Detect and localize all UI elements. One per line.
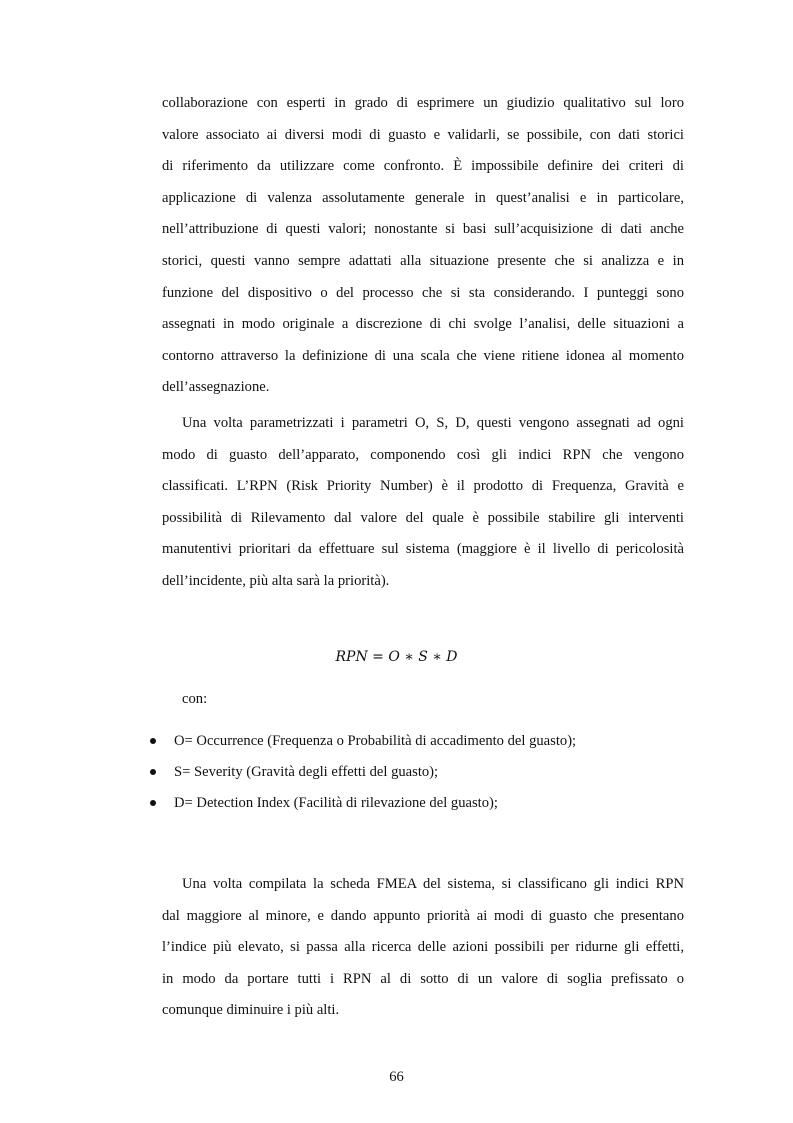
paragraph-1-line: storici, questi vanno sempre adattati alla situazione presente che si analizza e in — [162, 252, 684, 269]
paragraph-2-line: possibilità di Rilevamento dal valore del quale è possibile stabilire gli interventi — [162, 509, 684, 526]
paragraph-1 — [162, 88, 684, 404]
paragraph-1-line: funzione del dispositivo o del processo che si sta considerando. I punteggi sono — [162, 284, 684, 301]
paragraph-3-line: Una volta compilata la scheda FMEA del sistema, si classificano gli indici RPN — [182, 876, 684, 892]
paragraph-1-line: nell’attribuzione di questi valori; nonostante si basi sull’acquisizione di dati anche — [162, 221, 684, 238]
paragraph-1-line: collaborazione con esperti in grado di esprimere un giudizio qualitativo sul loro — [162, 95, 684, 111]
list-item: O= Occurrence (Frequenza o Probabilità di accadimento del guasto); — [150, 726, 576, 757]
paragraph-3-line: in modo da portare tutti i RPN al di sotto di un valore di soglia prefissato o — [162, 970, 684, 987]
parameter-list — [150, 726, 576, 819]
paragraph-2-line: classificati. L’RPN (Risk Priority Number) è il prodotto di Frequenza, Gravità e — [162, 478, 684, 495]
paragraph-1-line: contorno attraverso la definizione di una scala che viene ritiene idonea al momento — [162, 347, 684, 364]
paragraph-3 — [162, 869, 684, 1027]
bullet-icon — [150, 769, 156, 775]
paragraph-2-line: Una volta parametrizzati i parametri O, S, D, questi vengono assegnati ad ogni — [182, 415, 684, 431]
paragraph-2-line: dell’incidente, più alta sarà la priorità). — [162, 572, 390, 589]
list-item: S= Severity (Gravità degli effetti del guasto); — [150, 757, 576, 788]
rpn-formula: RPN = O ∗ S ∗ D — [335, 649, 458, 665]
paragraph-1-line: di riferimento da utilizzare come confronto. È impossibile definire dei criteri di — [162, 158, 684, 175]
paragraph-1-line: valore associato ai diversi modi di guasto e validarli, se possibile, con dati storici — [162, 126, 684, 143]
paragraph-1-line: applicazione di valenza assolutamente generale in quest’analisi e in particolare, — [162, 189, 684, 206]
paragraph-2 — [162, 408, 684, 598]
paragraph-3-line: dal maggiore al minore, e dando appunto priorità ai modi di guasto che presentano — [162, 907, 684, 924]
paragraph-1-line: assegnati in modo originale a discrezione di chi svolge l’analisi, delle situazioni a — [162, 316, 684, 333]
paragraph-1-line: dell’assegnazione. — [162, 379, 270, 396]
list-item: D= Detection Index (Facilità di rilevazione del guasto); — [150, 788, 576, 819]
paragraph-3-line: comunque diminuire i più alti. — [162, 1002, 340, 1019]
page-number: 66 — [389, 1069, 404, 1085]
paragraph-3-line: l’indice più elevato, si passa alla ricerca delle azioni possibili per ridurne gli effetti, — [162, 939, 684, 956]
bullet-icon — [150, 800, 156, 806]
bullet-icon — [150, 738, 156, 744]
paragraph-2-line: modo di guasto dell’apparato, componendo così gli indici RPN che vengono — [162, 446, 684, 463]
paragraph-2-line: manutentivi prioritari da effettuare sul sistema (maggiore è il livello di pericolosità — [162, 541, 684, 558]
con-label: con: — [182, 691, 208, 707]
